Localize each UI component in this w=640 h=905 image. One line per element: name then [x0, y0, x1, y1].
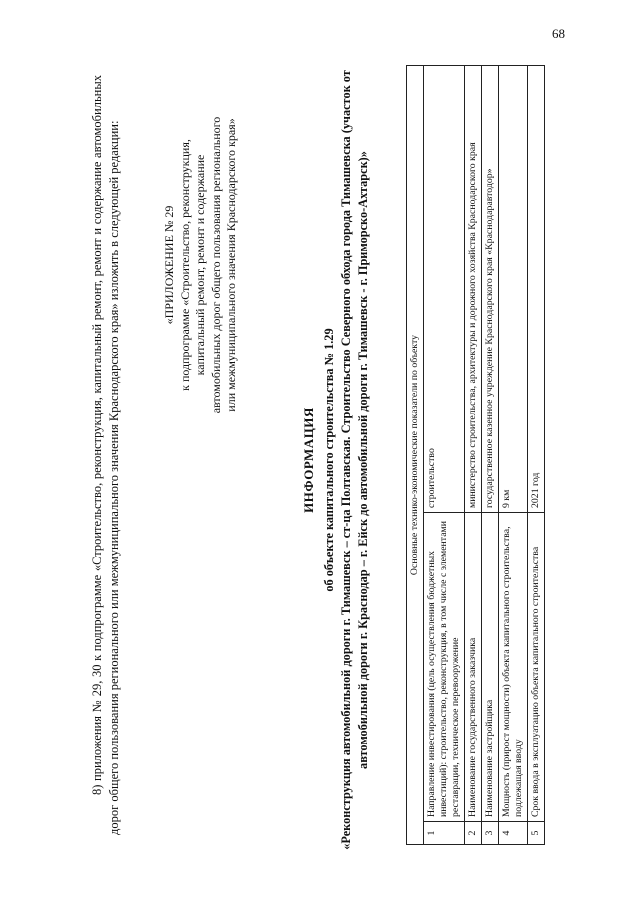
info-block	[300, 65, 372, 855]
row-parameter: Наименование государственного заказчика	[465, 513, 482, 822]
rotated-page-content	[50, 45, 590, 865]
table-row	[465, 66, 482, 845]
row-number: 5	[528, 822, 545, 845]
table-header-row	[407, 66, 424, 845]
table-row	[499, 66, 528, 845]
row-value: государственное казенное учреждение Краснодарского края «Краснодаравтодор»	[482, 66, 499, 513]
row-value: 9 км	[499, 66, 528, 513]
row-parameter: Срок ввода в эксплуатацию объекта капитального строительства	[528, 513, 545, 822]
row-parameter: Наименование застройщика	[482, 513, 499, 822]
table-row	[482, 66, 499, 845]
row-number: 3	[482, 822, 499, 845]
info-object-name: «Реконструкция автомобильной дороги г. Тимашевск – ст-ца Полтавская. Строительство Северного обхода города Тимашевска (участок от автомобильной дороги г. Краснодар – г. Ейск до автомобильной дороги г. Тимашевск - г. Приморско-Ахтарск)»	[339, 70, 370, 850]
info-subtitle: об объекте капитального строительства № 1.29	[322, 328, 336, 592]
object-indicators-table	[406, 65, 545, 845]
table-row	[528, 66, 545, 845]
row-number: 2	[465, 822, 482, 845]
appendix-block	[162, 115, 240, 415]
page-number: 68	[552, 26, 565, 41]
table-row	[424, 66, 465, 845]
info-heading: ИНФОРМАЦИЯ	[301, 407, 316, 513]
appendix-text: к подпрограмме «Строительство, реконструкция, капитальный ремонт, ремонт и содержание автомобильных дорог общего пользования регионального или межмуниципального значения Краснодарского края»	[177, 116, 238, 414]
row-value: строительство	[424, 66, 465, 513]
row-number: 4	[499, 822, 528, 845]
row-value: 2021 год	[528, 66, 545, 513]
row-parameter: Мощность (прирост мощности) объекта капитального строительства, подлежащая вводу	[499, 513, 528, 822]
table-header: Основные технико-экономические показатели по объекту	[407, 66, 424, 845]
row-number: 1	[424, 822, 465, 845]
row-parameter: Направление инвестирования (цель осуществления бюджетных инвестиций): строительство, реконструкция, в том числе с элементами реставрации, техническое перевооружение	[424, 513, 465, 822]
appendix-title: «ПРИЛОЖЕНИЕ № 29	[162, 205, 176, 325]
row-value: министерство строительства, архитектуры и дорожного хозяйства Краснодарского края	[465, 66, 482, 513]
intro-paragraph: 8) приложения № 29, 30 к подпрограмме «Строительство, реконструкция, капитальный ремонт, ремонт и содержание автомобильных дорог общего пользования регионального или межмуниципального значения Краснодарского края» изложить в следующей редакции:	[89, 75, 121, 835]
